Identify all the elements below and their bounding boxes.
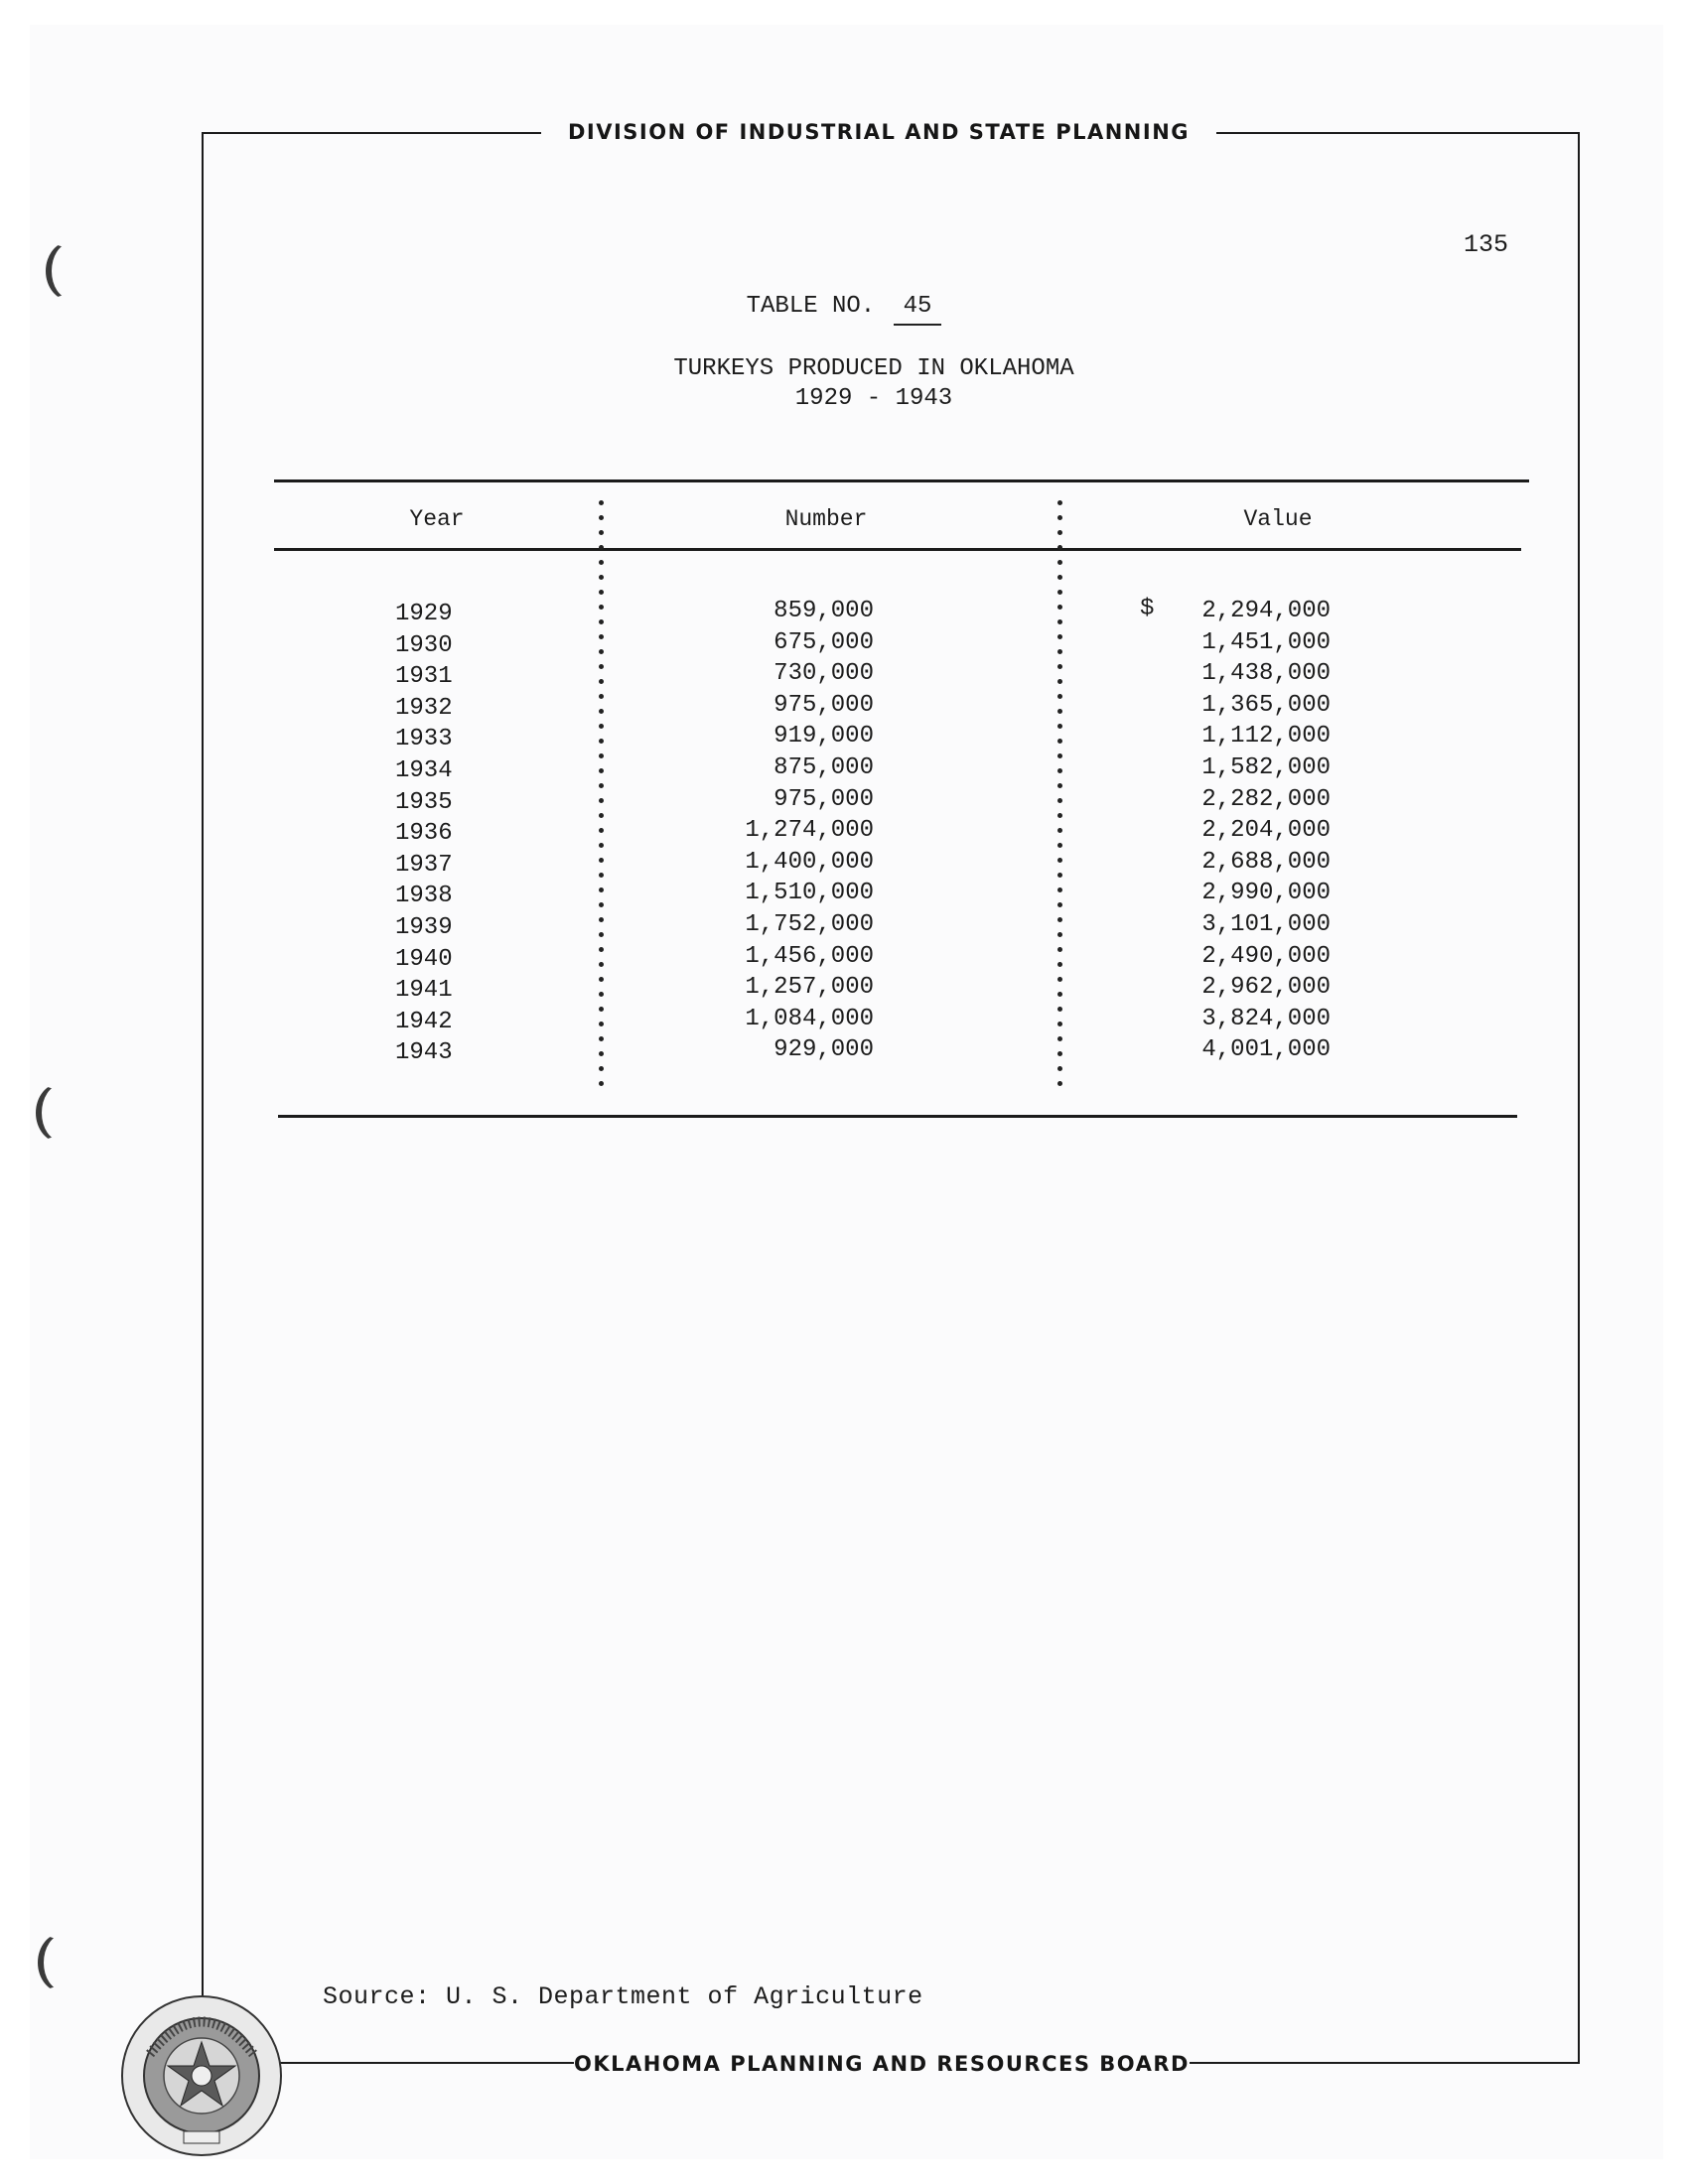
separator-dot xyxy=(599,694,604,699)
separator-dot xyxy=(599,887,604,892)
separator-dot xyxy=(599,575,604,580)
year-cell: 1942 xyxy=(395,1008,453,1035)
value-cell: 2,204,000 xyxy=(1201,817,1331,845)
separator-dot xyxy=(1057,619,1062,624)
currency-symbol: $ xyxy=(1140,596,1155,622)
separator-dot xyxy=(1057,1066,1062,1071)
separator-dot xyxy=(1057,902,1062,907)
separator-dot xyxy=(599,962,604,967)
separator-dot xyxy=(1057,768,1062,773)
separator-dot xyxy=(1057,1036,1062,1041)
year-cell: 1943 xyxy=(395,1039,453,1067)
table-header-rule xyxy=(274,548,1521,551)
separator-dot xyxy=(1057,753,1062,758)
year-cell: 1938 xyxy=(395,883,453,910)
separator-dot xyxy=(599,858,604,863)
column-separator-2 xyxy=(1056,496,1062,1096)
separator-dot xyxy=(1057,887,1062,892)
number-cell: 975,000 xyxy=(774,691,874,719)
separator-dot xyxy=(599,768,604,773)
separator-dot xyxy=(1057,560,1062,565)
number-cell: 1,400,000 xyxy=(745,848,874,876)
binder-hole-middle xyxy=(36,1083,85,1143)
separator-dot xyxy=(599,634,604,639)
separator-dot xyxy=(1057,664,1062,669)
separator-dot xyxy=(1057,724,1062,729)
separator-dot xyxy=(1057,1081,1062,1086)
separator-dot xyxy=(599,545,604,550)
value-cell: 2,990,000 xyxy=(1201,880,1331,907)
separator-dot xyxy=(1057,947,1062,952)
value-column xyxy=(1132,596,1331,1066)
column-separator-1 xyxy=(598,496,604,1096)
separator-dot xyxy=(1057,500,1062,505)
table-number: 45 xyxy=(894,293,942,326)
table-label: TABLE NO. xyxy=(746,293,876,320)
table-period: 1929 - 1943 xyxy=(794,385,953,412)
separator-dot xyxy=(599,1036,604,1041)
separator-dot xyxy=(599,649,604,654)
number-cell: 919,000 xyxy=(774,723,874,751)
separator-dot xyxy=(1057,545,1062,550)
separator-dot xyxy=(1057,977,1062,982)
separator-dot xyxy=(1057,709,1062,714)
separator-dot xyxy=(1057,739,1062,744)
source-note: Source: U. S. Department of Agriculture xyxy=(323,1982,923,2011)
separator-dot xyxy=(599,873,604,878)
separator-dot xyxy=(1057,798,1062,803)
separator-dot xyxy=(599,724,604,729)
number-cell: 929,000 xyxy=(774,1036,874,1064)
separator-dot xyxy=(1057,515,1062,520)
separator-dot xyxy=(1057,932,1062,937)
separator-dot xyxy=(1057,828,1062,833)
year-cell: 1930 xyxy=(395,631,453,659)
separator-dot xyxy=(1057,813,1062,818)
separator-dot xyxy=(599,1022,604,1026)
binder-hole-top xyxy=(46,241,95,301)
number-cell: 1,257,000 xyxy=(745,974,874,1002)
year-column xyxy=(395,599,494,1069)
value-cell: 2,688,000 xyxy=(1201,848,1331,876)
separator-dot xyxy=(1057,634,1062,639)
separator-dot xyxy=(599,843,604,848)
separator-dot xyxy=(1057,605,1062,610)
separator-dot xyxy=(599,783,604,788)
value-cell: 4,001,000 xyxy=(1201,1036,1331,1064)
page-border xyxy=(202,132,1580,2064)
column-header-value: Value xyxy=(1243,506,1313,532)
table-top-rule xyxy=(274,479,1529,482)
value-cell: 2,282,000 xyxy=(1201,785,1331,813)
separator-dot xyxy=(599,992,604,997)
year-cell: 1936 xyxy=(395,820,453,848)
separator-dot xyxy=(599,932,604,937)
separator-dot xyxy=(599,679,604,684)
number-cell: 1,084,000 xyxy=(745,1005,874,1032)
separator-dot xyxy=(1057,590,1062,595)
number-cell: 1,510,000 xyxy=(745,880,874,907)
separator-dot xyxy=(599,560,604,565)
separator-dot xyxy=(599,902,604,907)
year-cell: 1932 xyxy=(395,694,453,722)
number-cell: 975,000 xyxy=(774,785,874,813)
separator-dot xyxy=(599,619,604,624)
column-header-year: Year xyxy=(409,506,465,532)
value-cell: 2,962,000 xyxy=(1201,974,1331,1002)
value-cell: 2,294,000 xyxy=(1201,598,1331,624)
separator-dot xyxy=(1057,1051,1062,1056)
separator-dot xyxy=(1057,843,1062,848)
separator-dot xyxy=(1057,575,1062,580)
separator-dot xyxy=(1057,858,1062,863)
number-cell: 859,000 xyxy=(774,598,874,624)
table-title: TURKEYS PRODUCED IN OKLAHOMA xyxy=(673,355,1074,382)
separator-dot xyxy=(599,1051,604,1056)
separator-dot xyxy=(599,590,604,595)
separator-dot xyxy=(599,813,604,818)
separator-dot xyxy=(599,753,604,758)
header-banner: DIVISION OF INDUSTRIAL AND STATE PLANNING xyxy=(541,117,1216,147)
value-cell: 1,365,000 xyxy=(1201,691,1331,719)
year-cell: 1933 xyxy=(395,726,453,753)
separator-dot xyxy=(1057,783,1062,788)
separator-dot xyxy=(599,917,604,922)
separator-dot xyxy=(1057,873,1062,878)
separator-dot xyxy=(1057,679,1062,684)
year-cell: 1937 xyxy=(395,851,453,879)
separator-dot xyxy=(599,1081,604,1086)
number-cell: 1,274,000 xyxy=(745,817,874,845)
separator-dot xyxy=(599,605,604,610)
value-cell: 1,438,000 xyxy=(1201,660,1331,688)
separator-dot xyxy=(599,947,604,952)
separator-dot xyxy=(1057,1007,1062,1012)
value-cell: 3,824,000 xyxy=(1201,1005,1331,1032)
separator-dot xyxy=(599,828,604,833)
separator-dot xyxy=(1057,992,1062,997)
table-number-line xyxy=(0,293,1688,326)
separator-dot xyxy=(1057,694,1062,699)
separator-dot xyxy=(1057,917,1062,922)
year-cell: 1939 xyxy=(395,913,453,941)
separator-dot xyxy=(599,709,604,714)
year-cell: 1929 xyxy=(395,601,453,627)
footer-banner: OKLAHOMA PLANNING AND RESOURCES BOARD xyxy=(574,2049,1190,2079)
separator-dot xyxy=(1057,962,1062,967)
value-cell: 1,451,000 xyxy=(1201,628,1331,656)
separator-dot xyxy=(599,1066,604,1071)
separator-dot xyxy=(599,977,604,982)
separator-dot xyxy=(1057,649,1062,654)
number-column xyxy=(695,596,874,1066)
value-cell: 2,490,000 xyxy=(1201,942,1331,970)
separator-dot xyxy=(1057,1022,1062,1026)
separator-dot xyxy=(599,664,604,669)
number-cell: 875,000 xyxy=(774,753,874,781)
binder-hole-bottom xyxy=(38,1933,87,1992)
page-number: 135 xyxy=(1464,230,1509,259)
table-bottom-rule xyxy=(278,1115,1517,1118)
separator-dot xyxy=(599,500,604,505)
value-cell: 1,582,000 xyxy=(1201,753,1331,781)
state-seal-icon xyxy=(120,1994,283,2157)
separator-dot xyxy=(599,739,604,744)
year-cell: 1931 xyxy=(395,663,453,691)
value-cell: 1,112,000 xyxy=(1201,723,1331,751)
separator-dot xyxy=(1057,530,1062,535)
number-cell: 1,752,000 xyxy=(745,910,874,938)
separator-dot xyxy=(599,1007,604,1012)
separator-dot xyxy=(599,798,604,803)
number-cell: 730,000 xyxy=(774,660,874,688)
number-cell: 675,000 xyxy=(774,628,874,656)
separator-dot xyxy=(599,515,604,520)
number-cell: 1,456,000 xyxy=(745,942,874,970)
column-header-number: Number xyxy=(784,506,868,532)
year-cell: 1941 xyxy=(395,977,453,1005)
year-cell: 1935 xyxy=(395,788,453,816)
value-cell: 3,101,000 xyxy=(1201,910,1331,938)
year-cell: 1940 xyxy=(395,945,453,973)
separator-dot xyxy=(599,530,604,535)
year-cell: 1934 xyxy=(395,756,453,784)
